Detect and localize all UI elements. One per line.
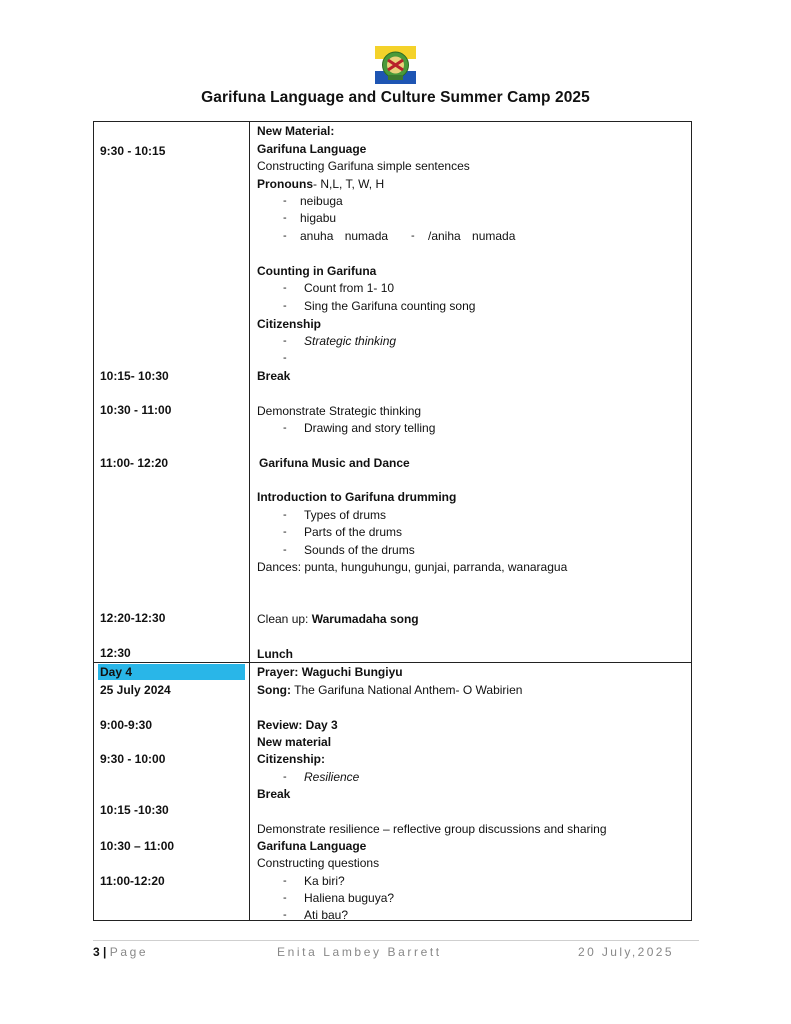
list-item: Haliena buguya? xyxy=(304,891,395,905)
time-slot: 12:20-12:30 xyxy=(100,611,166,625)
bullet-dash: - xyxy=(283,892,287,904)
list-item: anuha numada xyxy=(300,229,389,243)
column-divider xyxy=(249,122,250,920)
time-slot: 10:15- 10:30 xyxy=(100,369,169,383)
bullet-dash: - xyxy=(283,352,287,364)
list-item: Sing the Garifuna counting song xyxy=(304,299,476,313)
song-label: Song: xyxy=(257,683,291,697)
content-line: Demonstrate resilience – reflective group discussions and sharing xyxy=(257,822,607,836)
list-item: Parts of the drums xyxy=(304,525,403,539)
break-label: Break xyxy=(257,369,291,383)
bullet-dash: - xyxy=(283,509,287,521)
prayer-line: Prayer: Waguchi Bungiyu xyxy=(257,665,403,679)
list-item: Ka biri? xyxy=(304,874,345,888)
time-slot: 11:00-12:20 xyxy=(100,874,165,888)
list-item: Types of drums xyxy=(304,508,387,522)
list-item: Resilience xyxy=(304,770,360,784)
page-footer xyxy=(93,945,148,959)
list-item: Ati bau? xyxy=(304,908,349,922)
content-line: Constructing Garifuna simple sentences xyxy=(257,159,470,173)
garifuna-language-heading: Garifuna Language xyxy=(257,839,367,853)
pronouns-line xyxy=(257,177,384,191)
page-separator: | xyxy=(99,945,110,959)
day-label: Day 4 xyxy=(100,665,133,679)
list-item: Drawing and story telling xyxy=(304,421,436,435)
bullet-dash: - xyxy=(283,544,287,556)
time-slot: 9:00-9:30 xyxy=(100,718,153,732)
pronouns-list: - N,L, T, W, H xyxy=(313,177,385,191)
time-slot: 10:30 - 11:00 xyxy=(100,403,172,417)
time-slot: 9:30 - 10:15 xyxy=(100,144,166,158)
review-heading: Review: Day 3 xyxy=(257,718,338,732)
footer-rule xyxy=(93,940,699,941)
list-item: neibuga xyxy=(300,194,343,208)
bullet-dash: - xyxy=(283,282,287,294)
music-dance-heading: Garifuna Music and Dance xyxy=(259,456,410,470)
bullet-dash: - xyxy=(283,422,287,434)
footer-date: 20 July,2025 xyxy=(578,945,674,959)
bullet-dash: - xyxy=(283,212,287,224)
list-item: Count from 1- 10 xyxy=(304,281,395,295)
row-divider xyxy=(94,662,691,663)
page-title: Garifuna Language and Culture Summer Camp 2025 xyxy=(201,89,590,106)
time-slot: 12:30 xyxy=(100,646,131,660)
page-number: 3 xyxy=(93,945,100,959)
list-item: higabu xyxy=(300,211,337,225)
bullet-dash: - xyxy=(283,771,287,783)
counting-heading: Counting in Garifuna xyxy=(257,264,377,278)
bullet-dash: - xyxy=(283,230,287,242)
bullet-dash: - xyxy=(283,300,287,312)
pronouns-label: Pronouns xyxy=(257,177,313,191)
drumming-heading: Introduction to Garifuna drumming xyxy=(257,490,457,504)
bullet-dash: - xyxy=(283,875,287,887)
content-line: Constructing questions xyxy=(257,856,380,870)
list-item: Strategic thinking xyxy=(304,334,397,348)
new-material-heading: New material xyxy=(257,735,332,749)
clean-up-line xyxy=(257,612,419,626)
bullet-dash: - xyxy=(283,526,287,538)
song-text: The Garifuna National Anthem- O Wabirien xyxy=(291,683,523,697)
list-item: /aniha numada xyxy=(428,229,516,243)
content-line: Dances: punta, hunguhungu, gunjai, parranda, wanaragua xyxy=(257,560,568,574)
time-slot: 10:15 -10:30 xyxy=(100,803,169,817)
clean-up-label: Clean up: xyxy=(257,612,312,626)
schedule-table xyxy=(93,121,692,921)
date-label: 25 July 2024 xyxy=(100,683,171,697)
time-slot: 11:00- 12:20 xyxy=(100,456,169,470)
song-line xyxy=(257,683,522,697)
citizenship-heading: Citizenship xyxy=(257,317,322,331)
list-item: Sounds of the drums xyxy=(304,543,415,557)
citizenship-heading: Citizenship: xyxy=(257,752,325,766)
garifuna-flag-logo-icon xyxy=(375,46,416,84)
bullet-dash: - xyxy=(283,909,287,921)
bullet-dash: - xyxy=(283,335,287,347)
time-slot: 9:30 - 10:00 xyxy=(100,752,166,766)
bullet-dash: - xyxy=(283,195,287,207)
bullet-dash: - xyxy=(411,230,415,242)
page-word: Page xyxy=(109,945,149,959)
garifuna-language-heading: Garifuna Language xyxy=(257,142,367,156)
clean-up-song: Warumadaha song xyxy=(311,612,419,626)
time-slot: 10:30 – 11:00 xyxy=(100,839,175,853)
footer-author: Enita Lambey Barrett xyxy=(277,945,442,959)
content-line: Demonstrate Strategic thinking xyxy=(257,404,422,418)
break-label: Break xyxy=(257,787,291,801)
lunch-label: Lunch xyxy=(257,647,293,661)
new-material-heading: New Material: xyxy=(257,124,335,138)
